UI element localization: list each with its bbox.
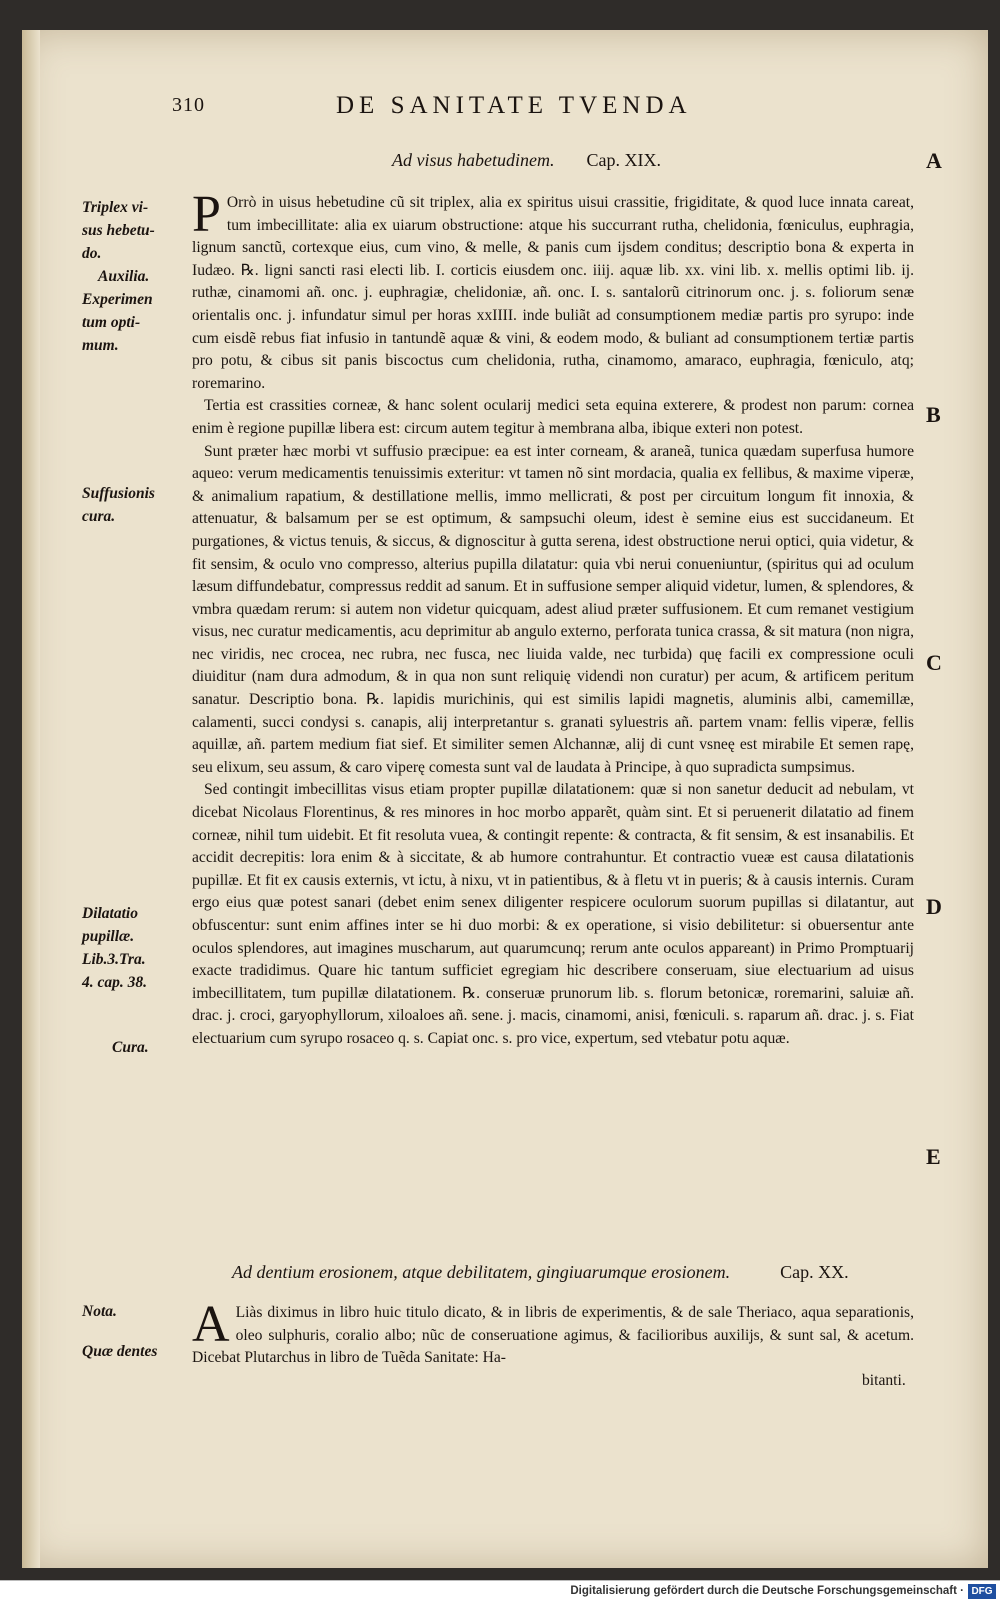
paragraph: Sed contingit imbecillitas visus etiam propter pupillæ dilatationem: quæ si non sanetur deducit ad nebulam, vt dicebat Nicolaus Florentinus, & res minores in hoc morbo apparẽt, quàm sint. Et si peruenerit dilatatio ad finem corneæ, nihil tum uidebit. Et fit resoluta vuea, & contingit repente: & contracta, & fit sensim, & est insanabilis. Et accidit decrepitis: lora enim & à siccitate, & ab humore contrahuntur. Et contractio vueæ est causa dilatationis pupillæ. Et fit ex causis externis, vt ictu, à nixu, vt in patientibus, & à fletu vt in pueris; & à causis internis. Curam ergo eius quæ potest sanari (debet enim senex diligenter respicere oculorum suorum pupillas si dilatantur, aut obfuscentur: sunt enim affines inter se hi duo morbi: & ex operatione, si visio debilitetur: si obuersentur ante oculos splendores, aut imagines muscharum, aut quarumcunq; rerum ante oculos appareant) in Primo Promptuarij exacte tradidimus. Quare hic tantum sufficiet egregiam hic describere conseruam, siue electuarium ad uisus imbecillitatem, tum pupillæ dilatationem. ℞. conseruæ prunorum lib. s. florum betonicæ, roremarini, saluiæ añ. drac. j. croci, garyophyllorum, xiloaloes añ. sene. j. macis, cinamomi, anisi, fœniculi. s. raparum añ. drac. j. s. Fiat electuarium cum syrupo rosaceo q. s. Capiat onc. s. pro vice, expertum, sed vtebatur potu aquæ.: [192, 781, 914, 1047]
paragraph-text: Orrò in uisus hebetudine cũ sit triplex, alia ex spiritus uisui crassitie, frigiditate, & quod luce innata careat, tum imbecillitate: alia ex uiarum obstructione: atque his succurrant rutha, chelidonia, fœniculus, euphragia, lignum sanctũ, cortexque eius, cum vino, & melle, & panis cum ijsdem conditus; descriptio bona & experta in Iudæo. ℞. ligni sancti rasi electi lib. I. corticis eiusdem onc. iiij. aquæ lib. xx. vini lib. x. mellis optimi lib. ij. ruthæ, cinamomi añ. onc. j. euphragiæ, chelidoniæ, añ. onc. I. s. santalorũ citrinorum onc. j. s. foliorum senæ orientalis onc. j. infundatur simul per horas xxIIII. inde buliãt ad consumptionem mediæ partis pro syrupo: inde cum eisdẽ rebus fiat infusio in tantundẽ aquæ & vini, & eodem modo, & buliant ad consumptionem tertiæ partis pro potu, & cibus sit panis biscoctus cum chelidonia, rutha, cinamomo, amaraco, euphragia, fœniculo, atq; roremarino.: [192, 194, 914, 392]
marginal-note-line: sus hebetu-: [82, 222, 155, 239]
marginal-note-line: cura.: [82, 508, 116, 525]
margin-letter-b: B: [926, 402, 941, 427]
marginal-note-line: Triplex vi-: [82, 199, 149, 216]
running-title: DE SANITATE TVENDA: [336, 92, 692, 119]
funding-credit: Digitalisierung gefördert durch die Deutsche Forschungsgemeinschaft ·: [570, 1585, 964, 1597]
marginal-note-line: tum opti-: [82, 314, 141, 331]
margin-letter-d: D: [926, 894, 942, 919]
marginal-note-triplex: [82, 196, 190, 357]
marginal-note-line: do.: [82, 245, 102, 262]
drop-cap: P: [192, 186, 221, 243]
paragraph: Tertia est crassities corneæ, & hanc solent ocularij medici seta equina exterere, & prodest non parum: cornea enim è regione pupillæ libera est: circum autem tegitur à membrana alba, ibique exteri non potest.: [192, 397, 914, 437]
marginal-note-line: Suffusionis: [82, 485, 155, 502]
marginal-note-line: Experimen: [82, 291, 153, 308]
paragraph: [192, 1296, 914, 1370]
chapter-20-body: [192, 1296, 914, 1370]
chapter-19-number: Cap. XIX.: [586, 150, 661, 170]
marginal-note-line: Nota.: [82, 1303, 117, 1320]
marginal-note-dilatatio: [82, 902, 190, 994]
marginal-note-line: Auxilia.: [98, 268, 150, 285]
marginal-note-suffusionis: [82, 482, 190, 528]
page-number: 310: [172, 94, 205, 116]
margin-letter-c: C: [926, 650, 942, 675]
drop-cap: A: [192, 1296, 230, 1353]
catchword: bitanti.: [862, 1372, 906, 1389]
marginal-note-nota: [82, 1300, 190, 1323]
dfg-logo-icon: DFG: [968, 1584, 996, 1599]
marginal-note-line: pupillæ.: [82, 928, 135, 945]
chapter-19-heading: [392, 150, 661, 171]
book-page: [22, 30, 988, 1568]
marginal-note-line: mum.: [82, 337, 119, 354]
marginal-note-line: 4. cap. 38.: [82, 974, 148, 991]
chapter-19-body: [192, 186, 914, 1051]
marginal-note-line: Dilatatio: [82, 905, 138, 922]
marginal-note-quae-dentes: [82, 1340, 190, 1363]
marginal-note-line: Quæ dentes: [82, 1343, 158, 1360]
marginal-note-line: Lib.3.Tra.: [82, 951, 146, 968]
chapter-20-number: Cap. XX.: [780, 1262, 849, 1282]
paragraph-text: Liàs diximus in libro huic titulo dicato, & in libris de experimentis, & de sale Theriaco, aqua separationis, oleo sulphuris, coralio albo; nũc de conseruatione agimus, & facilioribus auxilijs, & sunt sal, & acetum. Dicebat Plutarchus in libro de Tuẽda Sanitate: Ha-: [192, 1304, 914, 1367]
chapter-20-heading: [232, 1262, 849, 1283]
paragraph: [192, 186, 914, 395]
marginal-note-line: Cura.: [112, 1039, 149, 1056]
paragraph: Sunt præter hæc morbi vt suffusio præcipue: ea est inter corneam, & araneã, tunica quædam superfusa humore aqueo: verum medicamentis tenuissimis exteritur: vt tamen nõ sint mordacia, qualia ex fellibus, & maxime viperæ, & animalium rapatium, & destillatione mellis, immo mellicrati, & post per circuitum longum fit innoxia, & attenuatur, & balsamum per se est optimum, & sampsuchi oleum, idest è semine eius est succidaneum. Et purgationes, & victus tenuis, & siccus, & dignoscitur à gutta serena, idest obstructione nerui optici, quia videtur, & fit sensim, & oculo vno compresso, alterius pupilla dilatatur: quia vbi nerui conueniuntur, (spiritus qui ad oculum læsum diffundebatur, compressus reddit ad sanum. Et in suffusione semper aliquid videtur, lumen, & splendores, & vmbra quædam rerum: si autem non videtur quicquam, adest aliud præter suffusionem. Et cum remanet vestigium visus, nec curatur medicamentis, acu deprimitur ab angulo externo, perforata tunica crassa, & sit matura (non nigra, nec viridis, nec crocea, nec rubra, nec fusca, nec liuida valde, nec turbida) quę facili ex compressione oculi diuiditur (nam dura admodum, & in qua non sunt reliquię videndi non curatur) per acum, & artificem peritum sanatur. Descriptio bona. ℞. lapidis murichinis, qui est similis lapidi magnetis, aluminis albi, camemillæ, calamenti, succi condysi s. canapis, alij interpretantur s. granati syluestris añ. partem vnam: fellis viperæ, fellis aquillæ, añ. partem medium fiat sief. Et similiter semen Alchannæ, alij di cunt vsneę est mirabile Et semen rapę, seu elixum, seu assum, & caro viperę comesta sunt val de laudata à Principe, à quo supradicta sumpsimus.: [192, 442, 914, 776]
page-gutter-shadow: [22, 30, 40, 1568]
chapter-19-title: Ad visus habetudinem.: [392, 150, 555, 170]
margin-letter-a: A: [926, 148, 942, 173]
footer-bar: [0, 1580, 1000, 1604]
margin-letter-e: E: [926, 1144, 941, 1169]
chapter-20-title: Ad dentium erosionem, atque debilitatem, gingiuarumque erosionem.: [232, 1262, 731, 1282]
